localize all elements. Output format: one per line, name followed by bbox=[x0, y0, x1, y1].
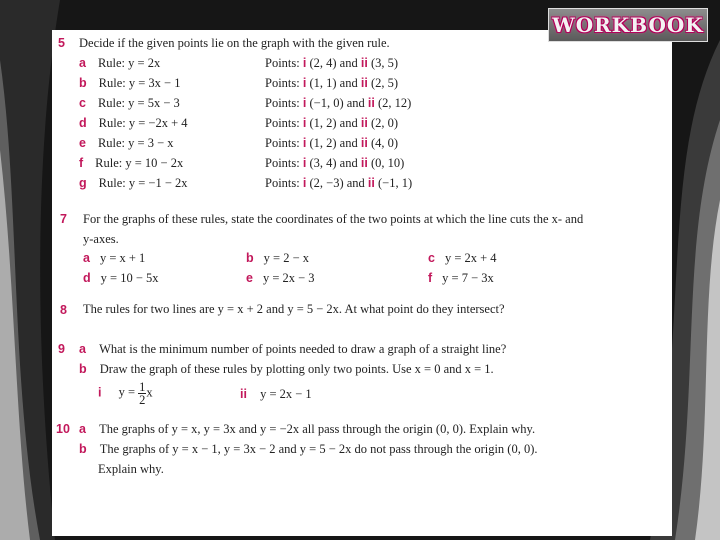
q9b-i-label: i bbox=[98, 385, 102, 400]
q5-item bbox=[79, 136, 174, 151]
q9b-i-pre: y = bbox=[118, 385, 139, 400]
q10a-text: The graphs of y = x, y = 3x and y = −2x all pass through the origin (0, 0). Explain why. bbox=[99, 422, 536, 436]
points-prefix: Points: bbox=[265, 116, 303, 130]
q5-item-label: f bbox=[79, 156, 84, 170]
point-ii-label: ii bbox=[360, 156, 368, 170]
point-ii-label: ii bbox=[367, 96, 375, 110]
q5-item-points bbox=[265, 56, 398, 71]
point-ii-value: (−1, 1) bbox=[374, 176, 413, 190]
q5-item-rule: Rule: y = 3x − 1 bbox=[98, 76, 181, 90]
q7-item-label: a bbox=[83, 251, 90, 265]
point-i-value: (2, 4) and bbox=[306, 56, 361, 70]
q5-item-points bbox=[265, 116, 398, 131]
points-prefix: Points: bbox=[265, 76, 303, 90]
points-prefix: Points: bbox=[265, 176, 303, 190]
point-ii-value: (3, 5) bbox=[367, 56, 399, 70]
q9b-ii-text: y = 2x − 1 bbox=[260, 387, 312, 401]
q5-item-label: a bbox=[79, 56, 86, 70]
q7-item-label: e bbox=[246, 271, 253, 285]
q7-line1: For the graphs of these rules, state the coordinates of the two points at which the line cuts the x- and bbox=[83, 212, 584, 226]
point-ii-label: ii bbox=[360, 56, 368, 70]
q10b-text2: Explain why. bbox=[98, 462, 164, 476]
q5-item bbox=[79, 96, 180, 111]
point-i-value: (−1, 0) and bbox=[306, 96, 368, 110]
q5-item-points bbox=[265, 176, 412, 191]
q5-item-rule: Rule: y = 3 − x bbox=[97, 136, 174, 150]
q10b-text: The graphs of y = x − 1, y = 3x − 2 and y = 5 − 2x do not pass through the origin (0, 0). bbox=[99, 442, 538, 456]
q10b bbox=[79, 442, 538, 457]
points-prefix: Points: bbox=[265, 136, 303, 150]
point-ii-label: ii bbox=[360, 136, 368, 150]
q5-item-label: b bbox=[79, 76, 87, 90]
q7-item-label: b bbox=[246, 251, 254, 265]
q10b-label: b bbox=[79, 442, 87, 456]
q7-item bbox=[83, 251, 145, 266]
q7-item bbox=[428, 271, 494, 286]
q9b-ii-label: ii bbox=[240, 387, 247, 401]
q9b-label: b bbox=[79, 362, 87, 376]
q9a-text: What is the minimum number of points needed to draw a graph of a straight line? bbox=[99, 342, 507, 356]
q7-item-label: f bbox=[428, 271, 433, 285]
q5-item-points bbox=[265, 136, 398, 151]
point-ii-label: ii bbox=[360, 116, 368, 130]
q5-item-points bbox=[265, 96, 411, 111]
q10a-label: a bbox=[79, 422, 86, 436]
q5-number: 5 bbox=[58, 36, 65, 50]
points-prefix: Points: bbox=[265, 56, 303, 70]
q5-item-label: g bbox=[79, 176, 87, 190]
point-ii-label: ii bbox=[360, 76, 368, 90]
q9a-label: a bbox=[79, 342, 86, 356]
point-i-label: i bbox=[302, 156, 307, 170]
q5-item-rule: Rule: y = 10 − 2x bbox=[95, 156, 184, 170]
q7-line2: y-axes. bbox=[83, 232, 119, 246]
point-i-label: i bbox=[302, 76, 307, 90]
point-ii-label: ii bbox=[367, 176, 375, 190]
points-prefix: Points: bbox=[265, 156, 303, 170]
q7-item-text: y = 10 − 5x bbox=[100, 271, 159, 285]
q9-number: 9 bbox=[58, 342, 65, 356]
point-i-value: (1, 1) and bbox=[306, 76, 361, 90]
q7-item-label: d bbox=[83, 271, 91, 285]
q7-item-text: y = 2x + 4 bbox=[444, 251, 497, 265]
fraction-denominator: 2 bbox=[139, 393, 146, 407]
q9a bbox=[79, 342, 506, 357]
q9b-i bbox=[98, 381, 153, 406]
q9b-text: Draw the graph of these rules by plotting only two points. Use x = 0 and x = 1. bbox=[99, 362, 494, 376]
q5-item bbox=[79, 56, 160, 71]
q5-item-points bbox=[265, 76, 398, 91]
q5-item-label: e bbox=[79, 136, 86, 150]
q7-item bbox=[428, 251, 497, 266]
point-i-label: i bbox=[302, 136, 307, 150]
q9b-i-post: x bbox=[146, 385, 153, 400]
q5-item bbox=[79, 76, 180, 91]
point-i-label: i bbox=[302, 56, 307, 70]
fraction-numerator: 1 bbox=[139, 380, 146, 394]
q5-item bbox=[79, 156, 183, 171]
points-prefix: Points: bbox=[265, 96, 303, 110]
badge-text: WORKBOOK bbox=[552, 13, 704, 37]
q7-item-text: y = x + 1 bbox=[99, 251, 146, 265]
point-i-value: (2, −3) and bbox=[306, 176, 368, 190]
q9b bbox=[79, 362, 494, 377]
point-i-label: i bbox=[302, 96, 307, 110]
q9b-ii bbox=[240, 387, 312, 402]
q8-text: The rules for two lines are y = x + 2 and y = 5 − 2x. At what point do they intersect? bbox=[83, 302, 505, 316]
point-ii-value: (0, 10) bbox=[367, 156, 405, 170]
q7-item bbox=[246, 251, 309, 266]
q7-item-label: c bbox=[428, 251, 435, 265]
q8-number: 8 bbox=[60, 303, 67, 317]
q5-item-rule: Rule: y = 2x bbox=[97, 56, 161, 70]
q7-item-text: y = 2 − x bbox=[263, 251, 309, 265]
q5-item-rule: Rule: y = −1 − 2x bbox=[98, 176, 188, 190]
point-ii-value: (2, 12) bbox=[374, 96, 412, 110]
q5-item bbox=[79, 176, 188, 191]
q5-item-label: c bbox=[79, 96, 86, 110]
q5-item-rule: Rule: y = −2x + 4 bbox=[98, 116, 188, 130]
q5-item-points bbox=[265, 156, 404, 171]
q10-number: 10 bbox=[56, 422, 70, 436]
q5-intro: Decide if the given points lie on the graph with the given rule. bbox=[79, 36, 390, 50]
point-i-value: (3, 4) and bbox=[306, 156, 361, 170]
q10a bbox=[79, 422, 535, 437]
point-i-label: i bbox=[302, 116, 307, 130]
q7-item bbox=[246, 271, 315, 286]
q7-item-text: y = 2x − 3 bbox=[262, 271, 315, 285]
point-ii-value: (2, 5) bbox=[367, 76, 399, 90]
q7-item-text: y = 7 − 3x bbox=[442, 271, 494, 285]
q5-item-rule: Rule: y = 5x − 3 bbox=[97, 96, 180, 110]
q7-item bbox=[83, 271, 159, 286]
q5-item-label: d bbox=[79, 116, 87, 130]
point-ii-value: (4, 0) bbox=[367, 136, 399, 150]
point-i-value: (1, 2) and bbox=[306, 116, 361, 130]
point-i-value: (1, 2) and bbox=[306, 136, 361, 150]
q7-number: 7 bbox=[60, 212, 67, 226]
workbook-badge bbox=[548, 8, 708, 42]
point-ii-value: (2, 0) bbox=[367, 116, 399, 130]
q5-item bbox=[79, 116, 188, 131]
point-i-label: i bbox=[302, 176, 307, 190]
